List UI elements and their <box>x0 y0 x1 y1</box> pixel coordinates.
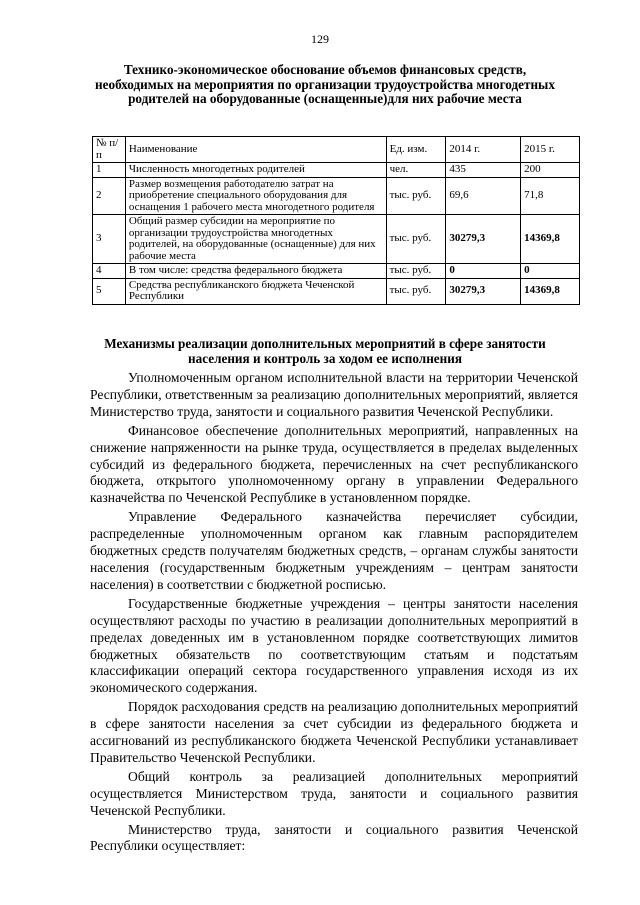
header-2015: 2015 г. <box>521 137 580 163</box>
header-2014: 2014 г. <box>446 137 521 163</box>
table-row <box>93 215 580 264</box>
row-num: 5 <box>93 278 126 304</box>
row-unit: чел. <box>386 163 446 178</box>
row-name: Общий размер субсидии на мероприятие по организации трудоустройства многодетных родителей, на оборудованные (оснащенные) для них рабочие места <box>125 215 386 264</box>
row-2014: 0 <box>446 264 521 279</box>
row-name: Размер возмещения работодателю затрат на приобретение специального оборудования для оснащения 1 рабочего места многодетного родителя <box>125 177 386 215</box>
row-num: 4 <box>93 264 126 279</box>
row-2014: 30279,3 <box>446 278 521 304</box>
section-heading: Механизмы реализации дополнительных мероприятий в сфере занятости населения и контроль за ходом ее исполнения <box>104 336 546 366</box>
row-unit: тыс. руб. <box>386 278 446 304</box>
table-row <box>93 177 580 215</box>
row-2014: 435 <box>446 163 521 178</box>
row-2015: 200 <box>521 163 580 178</box>
row-2015: 14369,8 <box>521 215 580 264</box>
paragraph: Министерство труда, занятости и социального развития Чеченской Республики осуществляет: <box>90 821 578 854</box>
row-2015: 71,8 <box>521 177 580 215</box>
row-unit: тыс. руб. <box>386 264 446 279</box>
header-name: Наименование <box>125 137 386 163</box>
budget-table <box>92 136 580 305</box>
row-num: 2 <box>93 177 126 215</box>
header-unit: Ед. изм. <box>386 137 446 163</box>
row-name: Численность многодетных родителей <box>125 163 386 178</box>
table-row <box>93 278 580 304</box>
document-title: Технико-экономическое обоснование объемов финансовых средств, необходимых на мероприятия по организации трудоустройства многодетных родителей на оборудованные (оснащенные)для них рабочие места <box>95 62 555 106</box>
row-num: 3 <box>93 215 126 264</box>
paragraph: Порядок расходования средств на реализацию дополнительных мероприятий в сфере занятости населения за счет субсидии из федерального бюджета и ассигнований из республиканского бюджета Чеченской Республики устанавливает Правительство Чеченской Республики. <box>90 699 578 765</box>
table-row <box>93 264 580 279</box>
table-header-row <box>93 137 580 163</box>
header-num: № п/п <box>93 137 126 163</box>
row-2014: 69,6 <box>446 177 521 215</box>
paragraph: Управление Федерального казначейства перечисляет субсидии, распределенные уполномоченным органом как главным распорядителем бюджетных средств получателям бюджетных средств, – органам службы занятости населения (государственным бюджетным учреждениям – центрам занятости населения) в соответствии с бюджетной росписью. <box>90 509 578 592</box>
paragraph: Государственные бюджетные учреждения – центры занятости населения осуществляют расходы по участию в реализации дополнительных мероприятий в пределах доведенных им в установленном порядке соответствующих лимитов бюджетных обязательств по соответствующим статьям и подстатьям классификации операций сектора государственного управления исходя из их экономического содержания. <box>90 595 578 696</box>
row-2015: 14369,8 <box>521 278 580 304</box>
row-unit: тыс. руб. <box>386 177 446 215</box>
row-2014: 30279,3 <box>446 215 521 264</box>
paragraph: Финансовое обеспечение дополнительных мероприятий, направленных на снижение напряженности на рынке труда, осуществляется в пределах выделенных субсидий из федерального бюджета, перечисленных на счет республиканского бюджета, открытого уполномоченному органу в управлении Федерального казначейства по Чеченской Республике в установленном порядке. <box>90 422 578 506</box>
body-text <box>90 370 578 857</box>
page-number: 129 <box>311 32 329 46</box>
row-name: Средства республиканского бюджета Чеченской Республики <box>125 278 386 304</box>
row-unit: тыс. руб. <box>386 215 446 264</box>
paragraph: Уполномоченным органом исполнительной власти на территории Чеченской Республики, ответственным за реализацию дополнительных мероприятий, является Министерство труда, занятости и социального развития Чеченской Республики. <box>90 370 578 419</box>
row-num: 1 <box>93 163 126 178</box>
row-2015: 0 <box>521 264 580 279</box>
row-name: В том числе: средства федерального бюджета <box>125 264 386 279</box>
table-row <box>93 163 580 178</box>
paragraph: Общий контроль за реализацией дополнительных мероприятий осуществляется Министерством труда, занятости и социального развития Чеченской Республики. <box>90 768 578 818</box>
